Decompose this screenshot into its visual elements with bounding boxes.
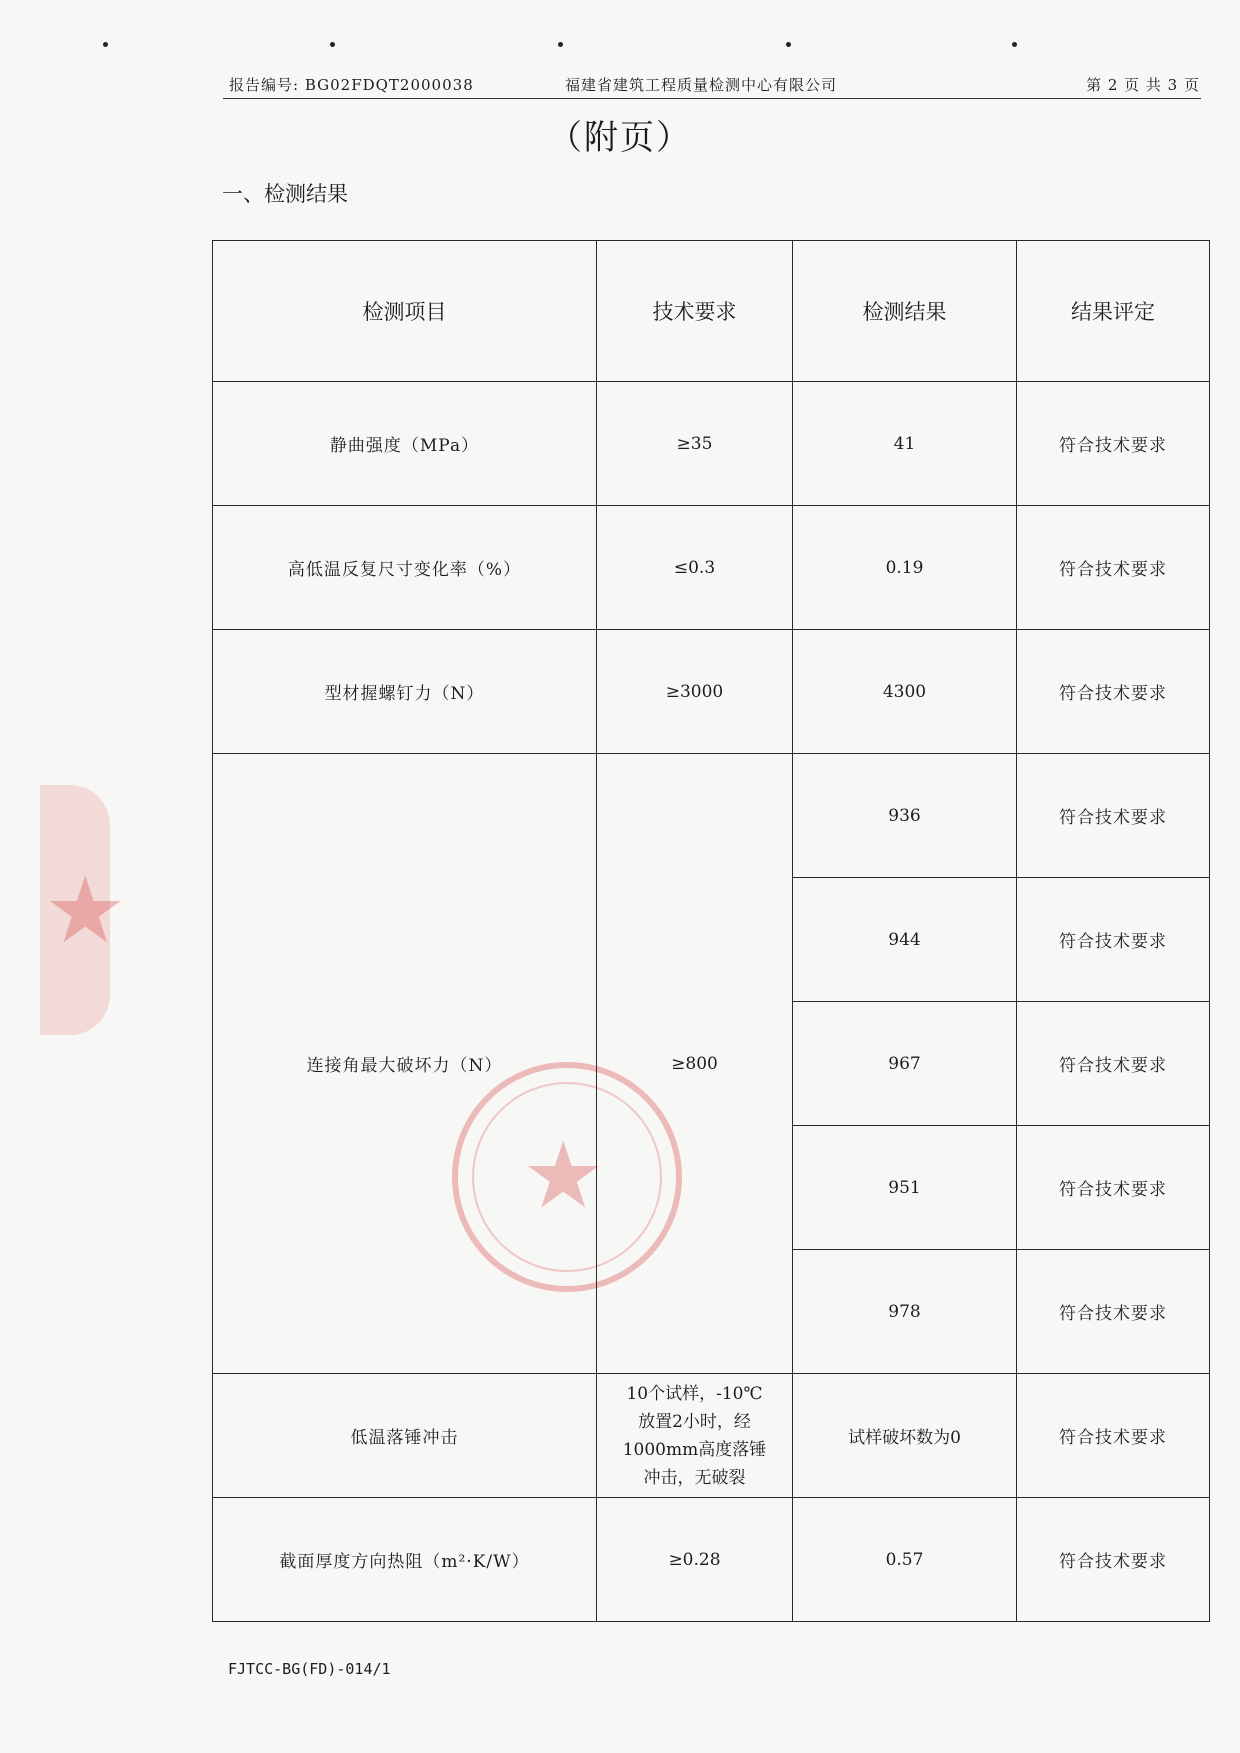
- result: 936: [793, 754, 1017, 878]
- requirement-line: 10个试样，-10℃: [626, 1383, 763, 1404]
- table-header-row: [213, 241, 1210, 382]
- test-item: 截面厚度方向热阻（m²·K/W）: [213, 1498, 597, 1622]
- verdict: 符合技术要求: [1017, 754, 1210, 878]
- seal-star-icon: ★: [44, 857, 127, 964]
- punch-dot: [1012, 42, 1017, 47]
- requirement: ≥3000: [597, 630, 793, 754]
- column-header: 检测项目: [213, 241, 597, 382]
- test-item: 型材握螺钉力（N）: [213, 630, 597, 754]
- results-table: [212, 240, 1210, 1622]
- seal-star-icon: ★: [522, 1122, 605, 1229]
- result: 967: [793, 1002, 1017, 1126]
- verdict: 符合技术要求: [1017, 1374, 1210, 1498]
- table-row: [213, 1498, 1210, 1622]
- column-header: 技术要求: [597, 241, 793, 382]
- verdict: 符合技术要求: [1017, 382, 1210, 506]
- organization-name: 福建省建筑工程质量检测中心有限公司: [565, 76, 838, 94]
- requirement-line: 放置2小时，经: [638, 1411, 751, 1432]
- result: 951: [793, 1126, 1017, 1250]
- verdict: 符合技术要求: [1017, 506, 1210, 630]
- verdict: 符合技术要求: [1017, 1498, 1210, 1622]
- requirement: [597, 1374, 793, 1498]
- table-row: [213, 1374, 1210, 1498]
- result: 978: [793, 1250, 1017, 1374]
- requirement: ≥0.28: [597, 1498, 793, 1622]
- requirement: ≥35: [597, 382, 793, 506]
- verdict: 符合技术要求: [1017, 1250, 1210, 1374]
- requirement-line: 冲击，无破裂: [643, 1467, 746, 1488]
- verdict: 符合技术要求: [1017, 630, 1210, 754]
- result: 41: [793, 382, 1017, 506]
- header-divider: [223, 98, 1201, 99]
- result: 0.19: [793, 506, 1017, 630]
- result: 0.57: [793, 1498, 1017, 1622]
- test-item: 连接角最大破坏力（N）: [213, 754, 597, 1374]
- table-row: [213, 382, 1210, 506]
- result: 试样破坏数为0: [793, 1374, 1017, 1498]
- verdict: 符合技术要求: [1017, 1002, 1210, 1126]
- column-header: 检测结果: [793, 241, 1017, 382]
- punch-dot: [558, 42, 563, 47]
- table-row: [213, 506, 1210, 630]
- punch-dot: [103, 42, 108, 47]
- test-item: 低温落锤冲击: [213, 1374, 597, 1498]
- punch-dot: [330, 42, 335, 47]
- result: 4300: [793, 630, 1017, 754]
- verdict: 符合技术要求: [1017, 878, 1210, 1002]
- table-row: [213, 754, 1210, 878]
- report-header: [225, 72, 1200, 98]
- form-code: FJTCC-BG(FD)-014/1: [228, 1660, 391, 1678]
- requirement: ≤0.3: [597, 506, 793, 630]
- punch-dot: [786, 42, 791, 47]
- requirement: ≥800: [597, 754, 793, 1374]
- seal-edge-stamp: [40, 785, 110, 1035]
- test-item: 高低温反复尺寸变化率（%）: [213, 506, 597, 630]
- result: 944: [793, 878, 1017, 1002]
- requirement-line: 1000mm高度落锤: [622, 1439, 767, 1460]
- page-info: 第 2 页 共 3 页: [1086, 76, 1200, 94]
- verdict: 符合技术要求: [1017, 1126, 1210, 1250]
- column-header: 结果评定: [1017, 241, 1210, 382]
- test-item: 静曲强度（MPa）: [213, 382, 597, 506]
- section-heading: 一、检测结果: [222, 182, 348, 206]
- table-row: [213, 630, 1210, 754]
- report-number: 报告编号: BG02FDQT2000038: [229, 76, 474, 94]
- page-title: （附页）: [548, 118, 692, 158]
